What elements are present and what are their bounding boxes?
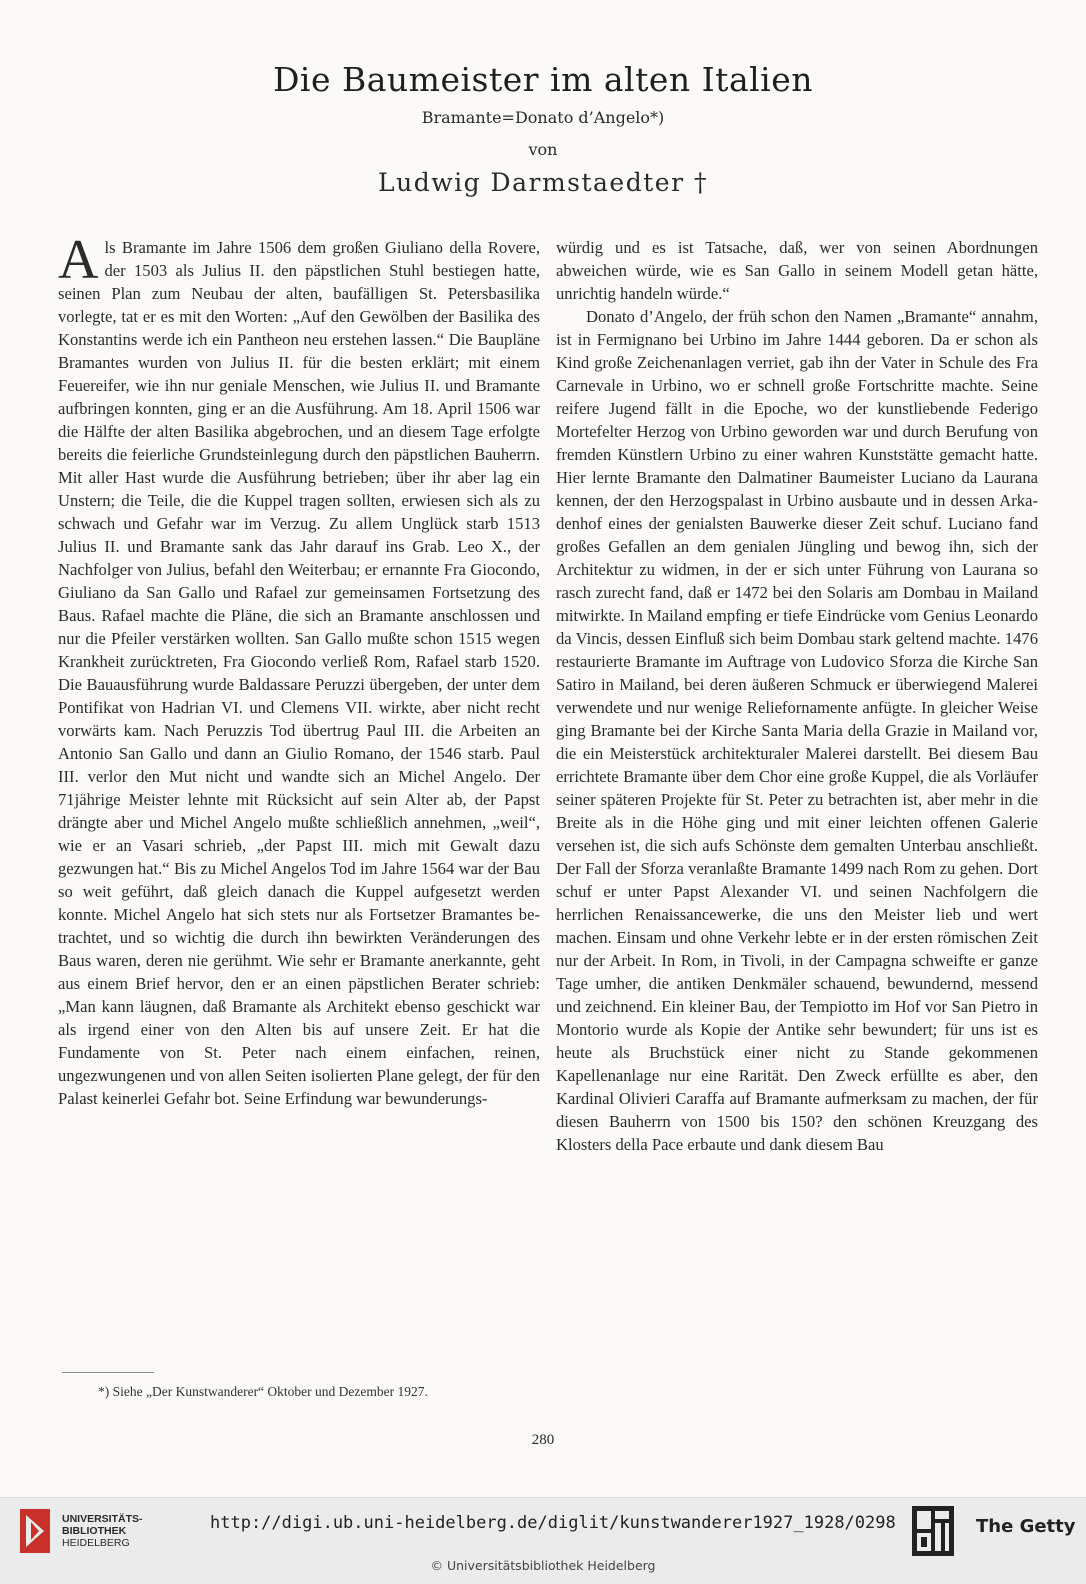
permalink-url[interactable]: http://digi.ub.uni-heidelberg.de/diglit/kunstwanderer1927_1928/0298	[210, 1513, 896, 1533]
digitization-footer	[0, 1497, 1086, 1584]
paragraph: würdig und es ist Tatsache, daß, wer von seinen Abordnungen abweichen würde, wie es San Gallo in seinem Modell getan hätte, unrichtig handeln würde.“	[556, 238, 1038, 303]
drop-cap: A	[58, 229, 99, 291]
article-title: Die Baumeister im alten Italien	[272, 60, 814, 99]
byline-von: von	[528, 140, 558, 159]
getty-label[interactable]: The Getty	[976, 1516, 1076, 1537]
library-name	[62, 1513, 143, 1549]
paragraph: Donato d’Angelo, der früh schon den Namen „Bramante“ annahm, ist in Fermignano bei Urbino im Jahre 1444 geboren. Da er schon als Kind große Zeichenanlagen verriet, gab ihn der Vater in Schule des Fra Carnevale in Urbino, wo er schnell große Fortschritte machte. Seine reifere Jugend fällt in die Epoche, wo der kunstliebende Federigo Mortefelter Herzog von Urbino geworden war und durch Berufung von fremden Künstlern Urbino zu einer wahren Kunststätte gemacht hatte. Hier lernte Bramante den Dalmatiner Baumeister Luciano da Laurana kennen, der den Herzogspalast in Urbino ausbaute und in dessen Arkadenhof eines der genialsten Bauwerke dieser Zeit schuf. Luciano fand großes Gefallen an dem genialen Jüngling und bewog ihn, sich der Architektur zu widmen, in der er sich unter Führung von Laurana so rasch zurecht fand, daß er 1472 bei den Solaris am Dombau in Mailand mitwirkte. In Mailand empfing er tiefe Eindrücke vom Genius Leonardo da Vincis, dessen Einfluß sich beim Dombau stark geltend machte. 1476 restaurierte Bramante im Auftrage von Ludovico Sforza die Kirche San Satiro in Mailand, bei deren äußeren Schmuck er überwiegend Malerei verwendete und nur wenige Reliefornamente anfügte. In gleicher Weise ging Bramante bei der Kirche Santa Maria della Grazie in Mailand vor, die ein Meisterstück architekturaler Malerei darstellt. Bei diesem Bau errichtete Bramante über dem Chor eine große Kuppel, die als Vorläufer seiner späteren Projekte für St. Peter zu betrachten ist, aber mehr in die Breite als in die Höhe ging und mit einer leichten offenen Galerie versehen ist, die sich aufs Schönste dem gemalten Unterbau anschließt. Der Fall der Sforza veranlaßte Bramante 1499 nach Rom zu gehen. Dort schuf er unter Papst Alexander VI. und seinen Nachfolgern die herrlichen Renaissancewerke, die uns den Meister lieb und wert machen. Einsam und ohne Verkehr lebte er in der ersten römischen Zeit nur der Arbeit. In Rom, in Tivoli, in der Campagna schweifte er ganze Tage umher, die antiken Denkmäler schauend, bewundernd, messend und zeichnend. Ein kleiner Bau, der Tempiotto im Hof vor San Pietro in Montorio wurde als Kopie der Antike sehr bewundert; für uns ist es heute als Bruchstück einer nicht zu Stande gekommenen Kapellenanlage nur eine Rarität. Den Zweck erfüllte es aber, den Kardinal Olivieri Caraffa auf Bramante aufmerksam zu machen, der für diesen Bauherrn von 1500 bis 150? den schönen Kreuzgang des Klosters della Pace erbaute und dank diesem Bau	[556, 307, 1038, 1154]
footnote-rule	[62, 1372, 154, 1373]
page-number: 280	[531, 1432, 555, 1448]
copyright-notice: © Universitätsbibliothek Heidelberg	[430, 1558, 656, 1573]
author-name: Ludwig Darmstaedter †	[378, 168, 708, 197]
paragraph	[58, 229, 540, 1110]
text-column-right	[556, 236, 1038, 1156]
library-name-line: HEIDELBERG	[62, 1537, 130, 1549]
getty-logo-icon[interactable]	[912, 1506, 954, 1556]
university-library-logo-icon[interactable]	[20, 1509, 50, 1553]
footnote: *) Siehe „Der Kunstwanderer“ Oktober und Dezember 1927.	[98, 1384, 428, 1399]
library-name-line: UNIVERSITÄTS-	[62, 1513, 143, 1525]
library-name-line: BIBLIOTHEK	[62, 1525, 127, 1537]
paragraph-text: ls Bramante im Jahre 1506 dem großen Giuliano della Rovere, der 1503 als Julius II. den päpstlichen Stuhl bestiegen hatte, seinen Plan zum Neubau der alten, baufälligen St. Petersbasilika vorlegte, tat er es mit den Worten: „Auf den Gewölben der Basilika des Konstantins werde ich ein Pantheon neu erstehen lassen.“ Die Baupläne Bramantes wurden von Julius II. für die besten erklärt; mit einem Feuereifer, wie ihn nur geniale Menschen, wie Julius II. und Bramante aufbringen konnten, ging er an die Ausführung. Am 18. April 1506 war die Hälfte der alten Basilika abgebrochen, und an diesem Tage erfolgte bereits die feierliche Grundsteinlegung durch den päpstlichen Bauherrn. Mit aller Hast wurde die Ausführung betrieben; über ihr aber lag ein Unstern; die Teile, die die Kuppel tragen sollten, erwiesen sich als zu schwach und Gefahr war im Verzug. Zu allem Unglück starb 1513 Julius II. und Bramante sank das Jahr darauf ins Grab. Leo X., der Nachfolger von Julius, befahl den Weiterbau; er ernannte Fra Giocondo, Giuliano da San Gallo und Rafael zur gemeinsamen Fortsetzung des Baus. Rafael machte die Pläne, die sich an Bramante anschlossen und nur die Pfeiler verstärken wollten. San Gallo mußte schon 1515 wegen Krankheit zurücktreten, Fra Giocondo verließ Rom, Rafael starb 1520. Die Bauausführung wurde Baldassare Peruzzi übergeben, der unter dem Pontifikat von Hadrian VI. und Clemens VII. wirkte, aber nicht recht vorwärts kam. Nach Peruzzis Tod übertrug Paul III. die Arbeiten an Antonio San Gallo und dann an Giulio Romano, der 1546 starb. Paul III. verlor den Mut nicht und wandte sich an Michel Angelo. Der 71jährige Meister lehnte mit Rücksicht auf sein Alter ab, der Papst drängte aber und Michel Angelo mußte schließlich annehmen, „weil“, wie er an Vasari schrieb, „der Papst III. mich mit Gewalt dazu gezwungen hat.“ Bis zu Michel Angelos Tod im Jahre 1564 war der Bau so weit geführt, daß gleich danach die Kuppel aufgesetzt werden konnte. Michel Angelo hat sich stets nur als Fortsetzer Bramantes betrachtet, und so wichtig die durch ihn bewirkten Veränderungen des Baus waren, deren nie gerühmt. Wie sehr er Bramante anerkannte, geht aus einem Brief hervor, den er an einen päpstlichen Berater schrieb: „Man kann läugnen, daß Bramante als Architekt ebenso geschickt war als irgend einer von den Alten bis auf unsere Zeit. Er hat die Fundamente von St. Peter nach einem einfachen, reinen, ungezwungenen und von allen Seiten isolierten Plane gelegt, der für den Palast keinerlei Gefahr bot. Seine Erfindung war bewunderungs-	[58, 238, 540, 1108]
article-subtitle: Bramante=Donato d’Angelo*)	[421, 108, 665, 127]
text-column-left	[58, 229, 540, 1110]
